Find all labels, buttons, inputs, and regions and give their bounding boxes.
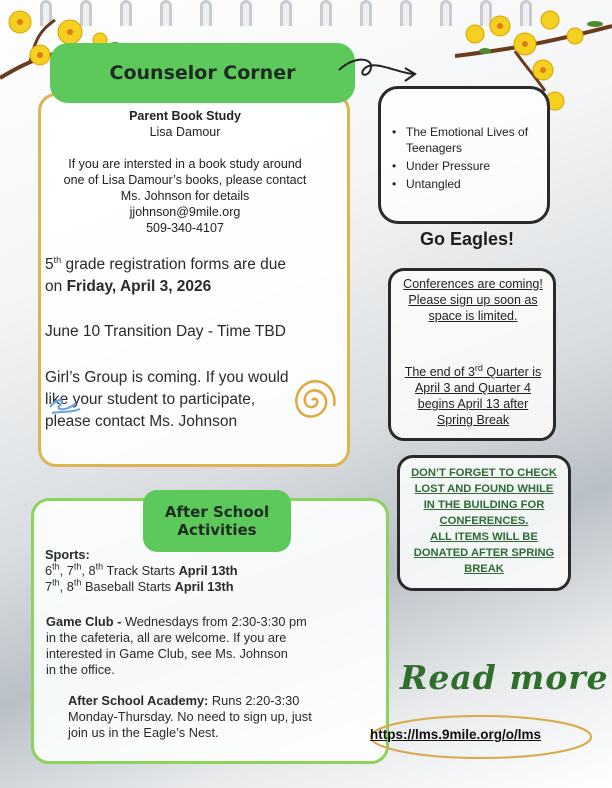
curly-arrow-icon — [335, 50, 425, 90]
baseball-line: 7th, 8th Baseball Starts April 13th — [45, 577, 234, 594]
book-study-intro-line: one of Lisa Damour’s books, please contact — [63, 173, 307, 187]
swirl-doodle-icon — [282, 370, 342, 430]
book-list — [392, 124, 544, 194]
book-study-intro-line: Ms. Johnson for details — [120, 189, 250, 203]
list-item: • The Emotional Lives of Teenagers — [392, 124, 544, 156]
list-item: • Under Pressure — [392, 158, 544, 174]
scribble-doodle-icon — [48, 395, 84, 417]
sports-section — [45, 547, 345, 595]
conferences-notice: Conferences are coming! Please sign up soon as space is limited. — [403, 277, 543, 323]
counselor-phone: 509-340-4107 — [146, 221, 224, 235]
girls-group-notice: Girl’s Group is coming. If you would like your student to participate, please contact Ms. Johnson — [45, 369, 289, 430]
counselor-corner-banner: Counselor Corner — [50, 43, 355, 103]
track-line: 6th, 7th, 8th Track Starts April 13th — [45, 561, 238, 578]
go-eagles-heading: Go Eagles! — [420, 229, 515, 249]
book-study-intro-line: If you are intersted in a book study around — [68, 157, 302, 171]
after-school-banner: After School Activities — [143, 490, 291, 552]
sports-label: Sports: — [45, 547, 90, 562]
registration-date: Friday, April 3, 2026 — [66, 278, 212, 295]
transition-day: June 10 Transition Day - Time TBD — [45, 323, 286, 340]
lms-link[interactable]: https://lms.9mile.org/o/lms — [370, 727, 542, 742]
book-study-author: Lisa Damour — [149, 125, 221, 139]
book-study-title: Parent Book Study — [129, 109, 241, 123]
book-study-section — [40, 108, 330, 236]
game-club-label: Game Club - — [46, 614, 125, 629]
counselor-email: jjohnson@9mile.org — [129, 205, 241, 219]
game-club-section: Game Club - Wednesdays from 2:30-3:30 pm in the cafeteria, all are welcome. If you are interested in Game Club, see Ms. Johnson in the office. — [46, 614, 307, 677]
registration-notice: 5th grade registration forms are due on Friday, April 3, 2026 — [45, 254, 287, 295]
academy-label: After School Academy: — [68, 693, 209, 708]
lost-and-found-notice: DON’T FORGET TO CHECK LOST AND FOUND WHILE IN THE BUILDING FOR CONFERENCES. ALL ITEMS WILL BE DONATED AFTER SPRING BREAK — [411, 467, 557, 575]
academy-section: After School Academy: Runs 2:20-3:30 Monday-Thursday. No need to sign up, just join us in the Eagle’s Nest. — [68, 693, 312, 740]
quarter-notice: The end of 3rd Quarter is April 3 and Quarter 4 begins April 13 after Spring Break — [404, 362, 542, 427]
list-item: • Untangled — [392, 176, 544, 192]
read-more-heading: Read more — [400, 658, 609, 697]
